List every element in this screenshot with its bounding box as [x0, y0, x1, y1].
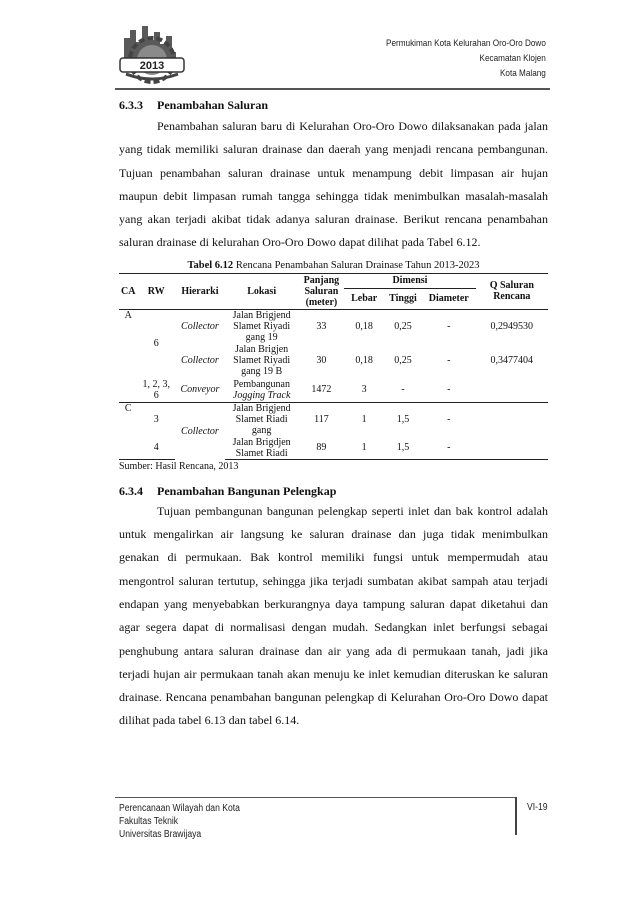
- institution-logo: [116, 18, 188, 84]
- table-caption-label: Tabel 6.12: [187, 259, 234, 271]
- col-dimensi: Dimensi: [344, 273, 475, 288]
- document-header: [386, 36, 546, 81]
- footer-line-2: Fakultas Teknik: [119, 816, 179, 827]
- logo-text: 2013: [139, 60, 165, 72]
- footer-line-1: Perencanaan Wilayah dan Kota: [119, 803, 240, 814]
- col-panjang: Panjang Saluran (meter): [298, 273, 344, 309]
- header-line-1: Permukiman Kota Kelurahan Oro-Oro Dowo: [386, 38, 546, 49]
- footer-line-3: Universitas Brawijaya: [119, 829, 202, 840]
- document-footer: [119, 802, 240, 841]
- section-number: 6.3.4: [119, 483, 143, 498]
- section-title: Penambahan Saluran: [157, 98, 269, 112]
- section-number: 6.3.3: [119, 98, 143, 112]
- page-content: [119, 96, 548, 733]
- section-paragraph: Penambahan saluran baru di Kelurahan Oro-Oro Dowo dilaksanakan pada jalan yang tidak memiliki saluran drainase dan daerah yang menjadi rencana pembangunan. Tujuan penambahan saluran drainase untuk menampung debit limpasan air hujan maupun debit limpasan rumah tangga sehingga tidak menimbulkan masalah-masalah yang akan terjadi akibat tidak adanya saluran drainase. Berikut rencana penambahan saluran drainase di kelurahan Oro-Oro Dowo dapat dilihat pada Tabel 6.12.: [119, 119, 548, 250]
- header-divider: [115, 88, 550, 90]
- col-q: Q Saluran Rencana: [476, 273, 548, 309]
- table-row: 4 Jalan Brigdjen Slamet Riadi 89 1 1,5 -: [119, 437, 548, 460]
- drainage-table: [119, 273, 548, 460]
- footer-divider: [115, 797, 515, 798]
- col-rw: RW: [137, 273, 175, 309]
- col-tinggi: Tinggi: [384, 288, 422, 309]
- header-line-3: Kota Malang: [500, 68, 546, 79]
- table-caption-text: Rencana Penambahan Saluran Drainase Tahun 2013-2023: [235, 259, 480, 271]
- table-caption: [119, 260, 548, 271]
- page-number: VI-19: [527, 802, 548, 813]
- table-row: Collector Jalan Brigjen Slamet Riyadi gang 19 B 30 0,18 0,25 - 0,3477404: [181, 344, 534, 378]
- table-row: 1, 2, 3, 6 Conveyor Pembangunan Jogging Track 1472 3 - -: [142, 378, 451, 401]
- table-row: A 6 Collector Jalan Brigjend Slamet Riyadi gang 19 33 0,18 0,25 - 0,2949530: [124, 309, 534, 350]
- section-paragraph: Tujuan pembangunan bangunan pelengkap seperti inlet dan bak kontrol adalah untuk mengalirkan air langsung ke saluran drainase dan juga tidak menimbulkan genakan di permukaan. Bak kontrol memiliki fungsi untuk mempermudah atau mengontrol saluran tertutup, sehingga jika terjadi sumbatan akibat sampah atau terjadi endapan yang menyebabkan berkurangnya daya tampung saluran dapat diketahui dan agar segera dapat di normalisasi dengan mudah. Sedangkan inlet berfungsi sebagai penghubung antara saluran drainase dan air yang ada di permukaan tanah, jadi jika terjadi hujan air permukaan tanah akan menuju ke inlet kemudian diteruskan ke saluran drainase. Rencana penambahan bangunan pelengkap di Kelurahan Oro-Oro Dowo dapat dilihat pada tabel 6.13 dan tabel 6.14.: [119, 503, 548, 728]
- col-lebar: Lebar: [344, 288, 384, 309]
- table-source: Sumber: Hasil Rencana, 2013: [119, 460, 239, 472]
- col-diameter: Diameter: [422, 288, 476, 309]
- table-row: C 3 Collector Jalan Brigjend Slamet Riadi gang 117 1 1,5 -: [119, 402, 548, 437]
- footer-vertical-divider: [515, 797, 517, 835]
- col-lokasi: Lokasi: [225, 273, 299, 309]
- header-line-2: Kecamatan Klojen: [479, 53, 546, 64]
- col-hierarki: Hierarki: [175, 273, 225, 309]
- section-title: Penambahan Bangunan Pelengkap: [157, 483, 337, 498]
- col-ca: CA: [119, 273, 137, 309]
- section-heading-6-3-4: [119, 482, 548, 500]
- section-heading-6-3-3: [119, 96, 548, 114]
